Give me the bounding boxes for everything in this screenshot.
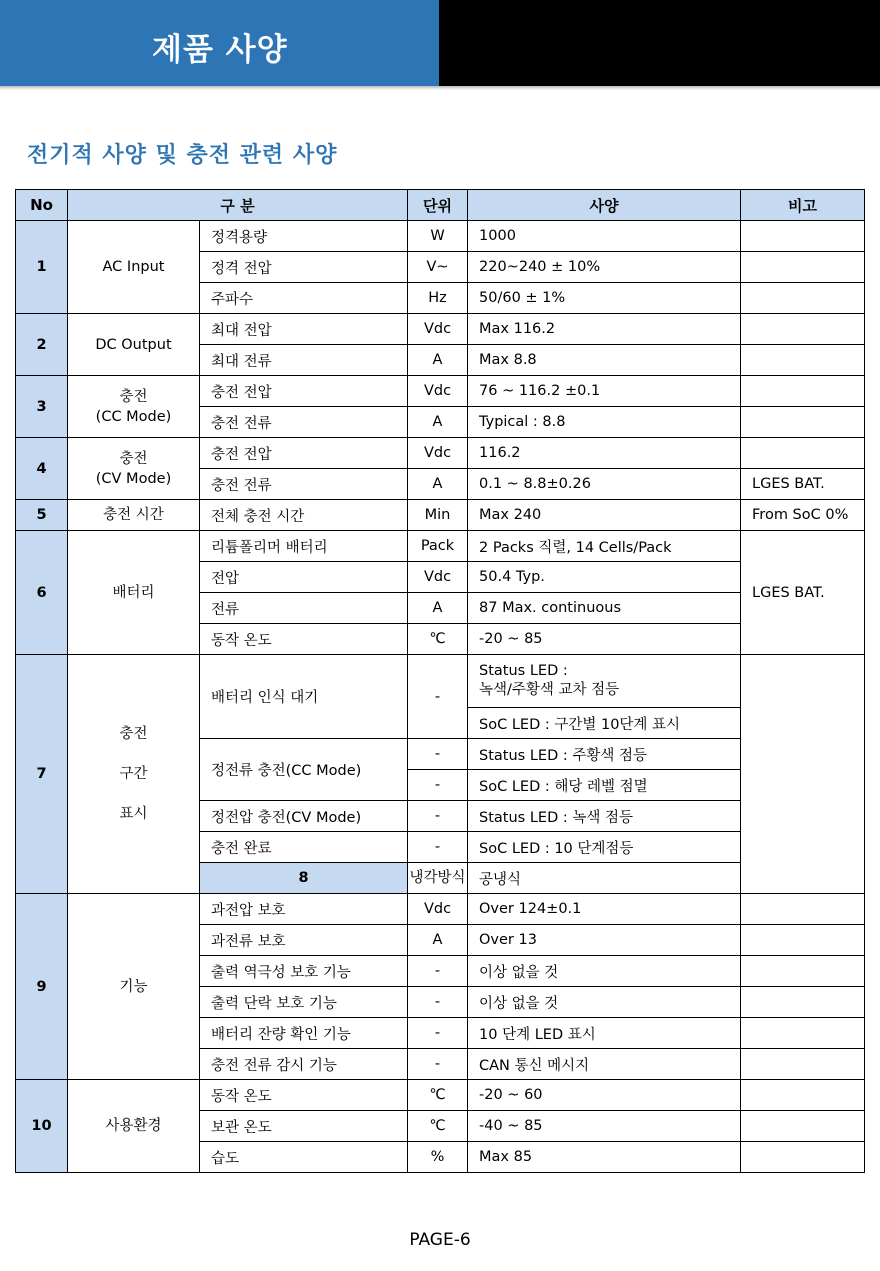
spec-cell: 76 ~ 116.2 ±0.1	[468, 376, 741, 407]
item-name: 전체 충전 시간	[200, 500, 408, 531]
item-name: 최대 전류	[200, 345, 408, 376]
header-note: 비고	[741, 190, 865, 221]
note-cell: From SoC 0%	[741, 500, 865, 531]
item-name: 정전류 충전(CC Mode)	[200, 739, 408, 801]
unit-cell: ℃	[408, 1080, 468, 1111]
unit-cell: A	[408, 925, 468, 956]
item-name: 주파수	[200, 283, 408, 314]
spec-cell: 이상 없을 것	[468, 987, 741, 1018]
group-name-line: 구간	[119, 766, 148, 782]
unit-cell: Vdc	[408, 314, 468, 345]
group-name: 충전 시간	[68, 500, 200, 531]
table-row	[16, 314, 865, 345]
item-name: 최대 전압	[200, 314, 408, 345]
unit-cell: Vdc	[408, 562, 468, 593]
item-name: 전압	[200, 562, 408, 593]
unit-cell: ℃	[408, 1111, 468, 1142]
header-banner	[0, 0, 880, 86]
header-black-block	[439, 0, 880, 86]
spec-cell: Over 13	[468, 925, 741, 956]
unit-cell: %	[408, 1142, 468, 1173]
item-name: 충전 전류	[200, 407, 408, 438]
group-name: AC Input	[68, 221, 200, 314]
item-name: 동작 온도	[200, 1080, 408, 1111]
unit-cell: Min	[408, 500, 468, 531]
unit-cell: Hz	[408, 283, 468, 314]
unit-cell: -	[408, 739, 468, 770]
spec-cell: -20 ~ 60	[468, 1080, 741, 1111]
item-name: 동작 온도	[200, 624, 408, 655]
spec-cell: 50/60 ± 1%	[468, 283, 741, 314]
item-name: 충전 전압	[200, 376, 408, 407]
table-row	[16, 221, 865, 252]
group-name: DC Output	[68, 314, 200, 376]
item-name: 충전 전류	[200, 469, 408, 500]
note-cell	[741, 438, 865, 469]
note-cell	[741, 1142, 865, 1173]
table-header-row	[16, 190, 865, 221]
item-name: 충전 완료	[200, 832, 408, 863]
header-category: 구 분	[68, 190, 408, 221]
row-number: 4	[16, 438, 68, 500]
spec-cell: SoC LED : 해당 레벨 점멸	[468, 770, 741, 801]
note-cell	[741, 314, 865, 345]
note-cell	[741, 283, 865, 314]
unit-cell: Vdc	[408, 438, 468, 469]
item-name: 공냉식	[468, 863, 741, 894]
item-name: 보관 온도	[200, 1111, 408, 1142]
note-cell	[741, 655, 865, 894]
item-name: 출력 역극성 보호 기능	[200, 956, 408, 987]
item-name: 과전압 보호	[200, 894, 408, 925]
spec-cell: 이상 없을 것	[468, 956, 741, 987]
group-name	[68, 438, 200, 500]
unit-cell: A	[408, 345, 468, 376]
spec-table	[15, 189, 865, 1173]
unit-cell: Vdc	[408, 894, 468, 925]
note-cell	[741, 925, 865, 956]
unit-cell: -	[408, 770, 468, 801]
spec-cell: Max 116.2	[468, 314, 741, 345]
spec-cell: -40 ~ 85	[468, 1111, 741, 1142]
spec-cell: Over 124±0.1	[468, 894, 741, 925]
spec-cell: 116.2	[468, 438, 741, 469]
group-name-line: 충전	[119, 388, 148, 405]
unit-cell: Vdc	[408, 376, 468, 407]
note-cell	[741, 987, 865, 1018]
group-name-line: 충전	[119, 726, 148, 742]
unit-cell: Pack	[408, 531, 468, 562]
spec-cell: SoC LED : 10 단계점등	[468, 832, 741, 863]
unit-cell: -	[408, 987, 468, 1018]
table-row	[16, 438, 865, 469]
unit-cell: W	[408, 221, 468, 252]
unit-cell: A	[408, 593, 468, 624]
note-cell	[741, 376, 865, 407]
group-name	[68, 376, 200, 438]
spec-cell: Status LED : 녹색 점등	[468, 801, 741, 832]
row-number: 7	[16, 655, 68, 894]
row-number: 6	[16, 531, 68, 655]
table-row	[16, 1080, 865, 1111]
table-row	[16, 894, 865, 925]
spec-cell: 87 Max. continuous	[468, 593, 741, 624]
row-number: 5	[16, 500, 68, 531]
page-title: 제품 사양	[152, 32, 288, 68]
spec-cell: 0.1 ~ 8.8±0.26	[468, 469, 741, 500]
unit-cell: -	[408, 832, 468, 863]
group-name-line: (CV Mode)	[95, 470, 172, 487]
note-cell: LGES BAT.	[741, 531, 865, 655]
spec-cell: 1000	[468, 221, 741, 252]
spec-cell: Max 8.8	[468, 345, 741, 376]
item-name: 정전압 충전(CV Mode)	[200, 801, 408, 832]
item-name: 충전 전류 감시 기능	[200, 1049, 408, 1080]
note-cell	[741, 894, 865, 925]
note-cell	[741, 407, 865, 438]
group-name: 사용환경	[68, 1080, 200, 1173]
row-number: 8	[200, 863, 408, 894]
unit-cell: V~	[408, 252, 468, 283]
group-name-line: 표시	[119, 806, 148, 822]
page-number: PAGE-6	[409, 1230, 471, 1250]
note-cell	[741, 1049, 865, 1080]
item-name: 정격 전압	[200, 252, 408, 283]
spec-cell: 10 단계 LED 표시	[468, 1018, 741, 1049]
row-number: 3	[16, 376, 68, 438]
unit-cell: -	[408, 655, 468, 739]
spec-cell: Max 85	[468, 1142, 741, 1173]
spec-line: 녹색/주황색 교차 점등	[479, 682, 620, 698]
unit-cell: -	[408, 801, 468, 832]
note-cell	[741, 221, 865, 252]
item-name: 배터리 인식 대기	[200, 655, 408, 739]
group-name: 기능	[68, 894, 200, 1080]
item-name: 정격용량	[200, 221, 408, 252]
unit-cell: ℃	[408, 624, 468, 655]
spec-cell: -20 ~ 85	[468, 624, 741, 655]
note-cell	[741, 1018, 865, 1049]
spec-cell: SoC LED : 구간별 10단계 표시	[468, 708, 741, 739]
spec-cell: Typical : 8.8	[468, 407, 741, 438]
group-name-line: (CC Mode)	[95, 408, 172, 425]
header-no: No	[16, 190, 68, 221]
item-name: 출력 단락 보호 기능	[200, 987, 408, 1018]
item-name: 전류	[200, 593, 408, 624]
section-title: 전기적 사양 및 충전 관련 사양	[27, 143, 338, 168]
unit-cell: A	[408, 469, 468, 500]
item-name: 리튬폴리머 배터리	[200, 531, 408, 562]
header-shadow	[0, 86, 880, 90]
spec-cell: Status LED : 주황색 점등	[468, 739, 741, 770]
group-name: 배터리	[68, 531, 200, 655]
table-row	[16, 531, 865, 562]
note-cell	[741, 345, 865, 376]
header-unit: 단위	[408, 190, 468, 221]
table-row	[16, 376, 865, 407]
unit-cell: -	[408, 1018, 468, 1049]
item-name: 배터리 잔량 확인 기능	[200, 1018, 408, 1049]
note-cell	[741, 1080, 865, 1111]
spec-cell: 2 Packs 직렬, 14 Cells/Pack	[468, 531, 741, 562]
table-row	[16, 500, 865, 531]
item-name: 과전류 보호	[200, 925, 408, 956]
group-name: 냉각방식	[408, 863, 468, 894]
item-name: 충전 전압	[200, 438, 408, 469]
spec-line: Status LED :	[479, 663, 568, 679]
row-number: 10	[16, 1080, 68, 1173]
note-cell	[741, 1111, 865, 1142]
spec-cell: Max 240	[468, 500, 741, 531]
row-number: 1	[16, 221, 68, 314]
note-cell	[741, 956, 865, 987]
item-name: 습도	[200, 1142, 408, 1173]
note-cell: LGES BAT.	[741, 469, 865, 500]
table-row	[16, 655, 865, 708]
row-number: 2	[16, 314, 68, 376]
spec-cell: CAN 통신 메시지	[468, 1049, 741, 1080]
spec-cell	[468, 655, 741, 708]
note-cell	[741, 252, 865, 283]
unit-cell: -	[408, 1049, 468, 1080]
unit-cell: A	[408, 407, 468, 438]
row-number: 9	[16, 894, 68, 1080]
spec-cell: 50.4 Typ.	[468, 562, 741, 593]
unit-cell: -	[408, 956, 468, 987]
group-name	[68, 655, 200, 894]
group-name-line: 충전	[119, 450, 148, 467]
header-spec: 사양	[468, 190, 741, 221]
spec-cell: 220~240 ± 10%	[468, 252, 741, 283]
